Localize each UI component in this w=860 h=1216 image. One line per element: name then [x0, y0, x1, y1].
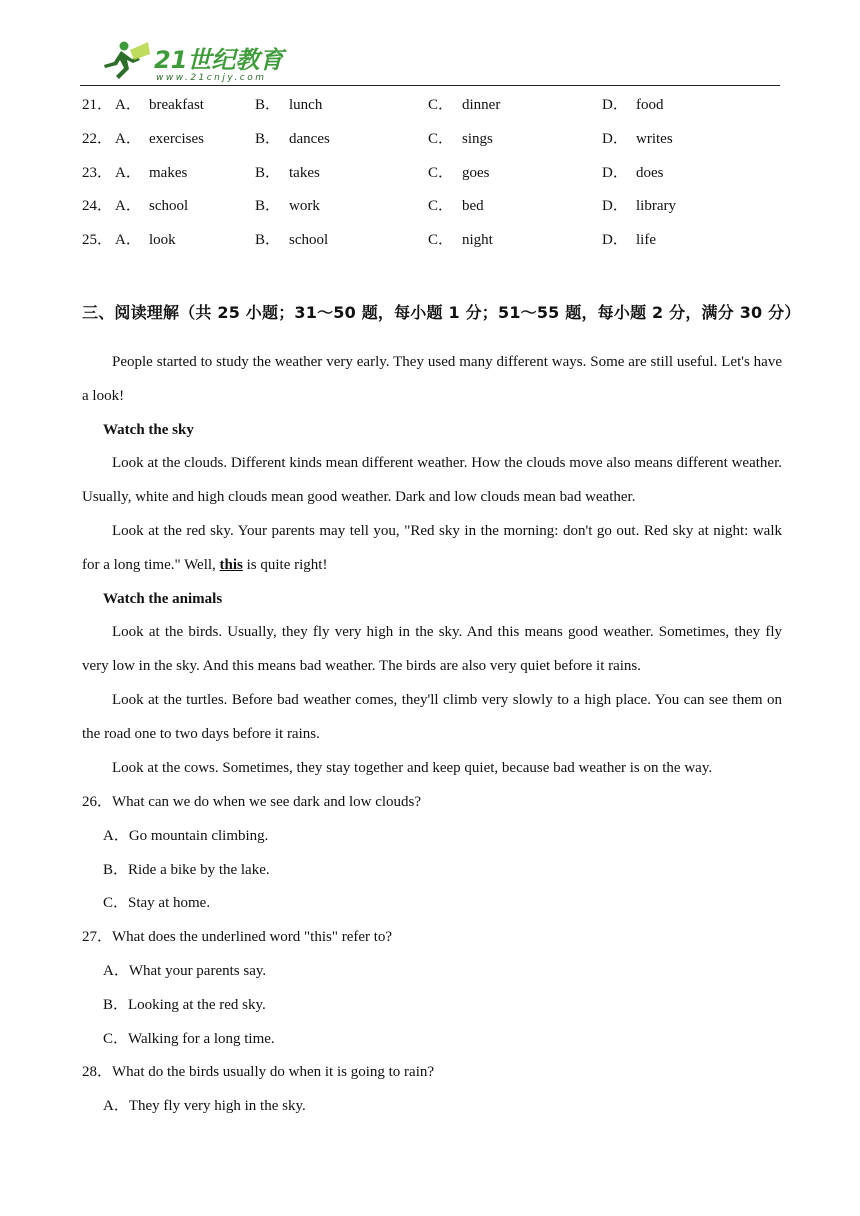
header-divider — [80, 85, 780, 86]
option-label: A． — [115, 131, 141, 147]
question-stem: 28．What do the birds usually do when it is going to rain? — [82, 1064, 435, 1081]
runner-icon — [104, 42, 150, 80]
option-label: C． — [428, 97, 454, 113]
option-label: B． — [255, 165, 281, 181]
option-label: C． — [428, 232, 454, 248]
option-text: school — [289, 232, 329, 248]
option-label: B． — [255, 97, 281, 113]
option-row — [82, 95, 802, 115]
paragraph-text: is quite right! — [242, 556, 328, 573]
reading-passage — [82, 346, 782, 785]
option-label: D． — [602, 97, 628, 113]
option-text: breakfast — [149, 97, 204, 113]
option-label: D． — [602, 232, 628, 248]
option-text: takes — [289, 165, 320, 181]
option-label: C． — [428, 165, 454, 181]
option-text: night — [462, 232, 493, 248]
question-number: 23． — [82, 165, 113, 181]
option-text: bed — [462, 198, 484, 214]
paragraph-text: Look at the red sky. Your parents may tell you, "Red sky in the morning: don't go out. Red sky at night: walk for a long time." Well, — [82, 522, 782, 573]
option-text: look — [149, 232, 176, 248]
logo-url: www.21cnjy.com — [156, 73, 264, 83]
option-row — [82, 230, 802, 250]
passage-intro: People started to study the weather very early. They used many different ways. Some are still useful. Let's have a look! — [82, 354, 782, 404]
option-label: A． — [115, 198, 141, 214]
passage-paragraph — [82, 515, 782, 583]
option-row — [82, 196, 802, 216]
question-number: 22． — [82, 131, 113, 147]
underlined-word: this — [219, 556, 243, 573]
passage-heading: Watch the sky — [103, 421, 194, 438]
option-label: D． — [602, 131, 628, 147]
passage-heading: Watch the animals — [103, 590, 223, 607]
option-label: D． — [602, 165, 628, 181]
page-header — [0, 0, 860, 90]
question-number: 21． — [82, 97, 113, 113]
passage-paragraph: Look at the turtles. Before bad weather comes, they'll climb very slowly to a high place. You can see them on the road one to two days before it rains. — [82, 691, 782, 742]
option-label: A． — [115, 165, 141, 181]
question-list — [82, 786, 782, 1124]
option-text: writes — [636, 131, 673, 147]
option-label: B． — [255, 131, 281, 147]
option-label: A． — [115, 232, 141, 248]
option-text: exercises — [149, 131, 204, 147]
answer-option: A．Go mountain climbing. — [103, 827, 269, 844]
passage-paragraph: Look at the birds. Usually, they fly very high in the sky. And this means good weather. Sometimes, they fly very low in the sky. And this means bad weather. The birds are also very quiet before it rains. — [82, 624, 782, 675]
option-row — [82, 163, 802, 183]
21cnjy-logo — [100, 38, 284, 84]
question-stem: 26．What can we do when we see dark and low clouds? — [82, 794, 422, 810]
option-text: dinner — [462, 97, 501, 113]
option-text: work — [289, 198, 320, 214]
answer-option: A．They fly very high in the sky. — [103, 1098, 306, 1115]
option-text: library — [636, 198, 676, 214]
option-label: C． — [428, 131, 454, 147]
question-number: 25． — [82, 232, 113, 248]
option-text: makes — [149, 165, 188, 181]
option-row — [82, 129, 802, 149]
option-text: goes — [462, 165, 490, 181]
answer-option: A．What your parents say. — [103, 962, 267, 979]
answer-option: B．Looking at the red sky. — [103, 996, 266, 1013]
option-label: D． — [602, 198, 628, 214]
option-label: A． — [115, 97, 141, 113]
section-title: 三、阅读理解（共 25 小题；31～50 题，每小题 1 分；51～55 题，每小题 2 分，满分 30 分） — [82, 303, 801, 322]
option-text: school — [149, 198, 189, 214]
option-label: C． — [428, 198, 454, 214]
question-stem: 27．What does the underlined word "this" refer to? — [82, 929, 393, 946]
option-text: sings — [462, 131, 493, 147]
option-text: lunch — [289, 97, 323, 113]
option-text: dances — [289, 131, 330, 147]
option-text: does — [636, 165, 664, 181]
option-text: life — [636, 232, 656, 248]
logo-title: 21世纪教育 — [154, 46, 284, 74]
option-text: food — [636, 97, 664, 113]
answer-option: C．Stay at home. — [103, 895, 211, 912]
answer-option: B．Ride a bike by the lake. — [103, 861, 270, 878]
passage-paragraph: Look at the cows. Sometimes, they stay together and keep quiet, because bad weather is on the way. — [112, 759, 713, 776]
option-label: B． — [255, 232, 281, 248]
question-number: 24． — [82, 198, 113, 214]
option-label: B． — [255, 198, 281, 214]
answer-option: C．Walking for a long time. — [103, 1030, 275, 1047]
passage-paragraph: Look at the clouds. Different kinds mean different weather. How the clouds move also means different weather. Usually, white and high clouds mean good weather. Dark and low clouds mean bad weather. — [82, 455, 782, 506]
